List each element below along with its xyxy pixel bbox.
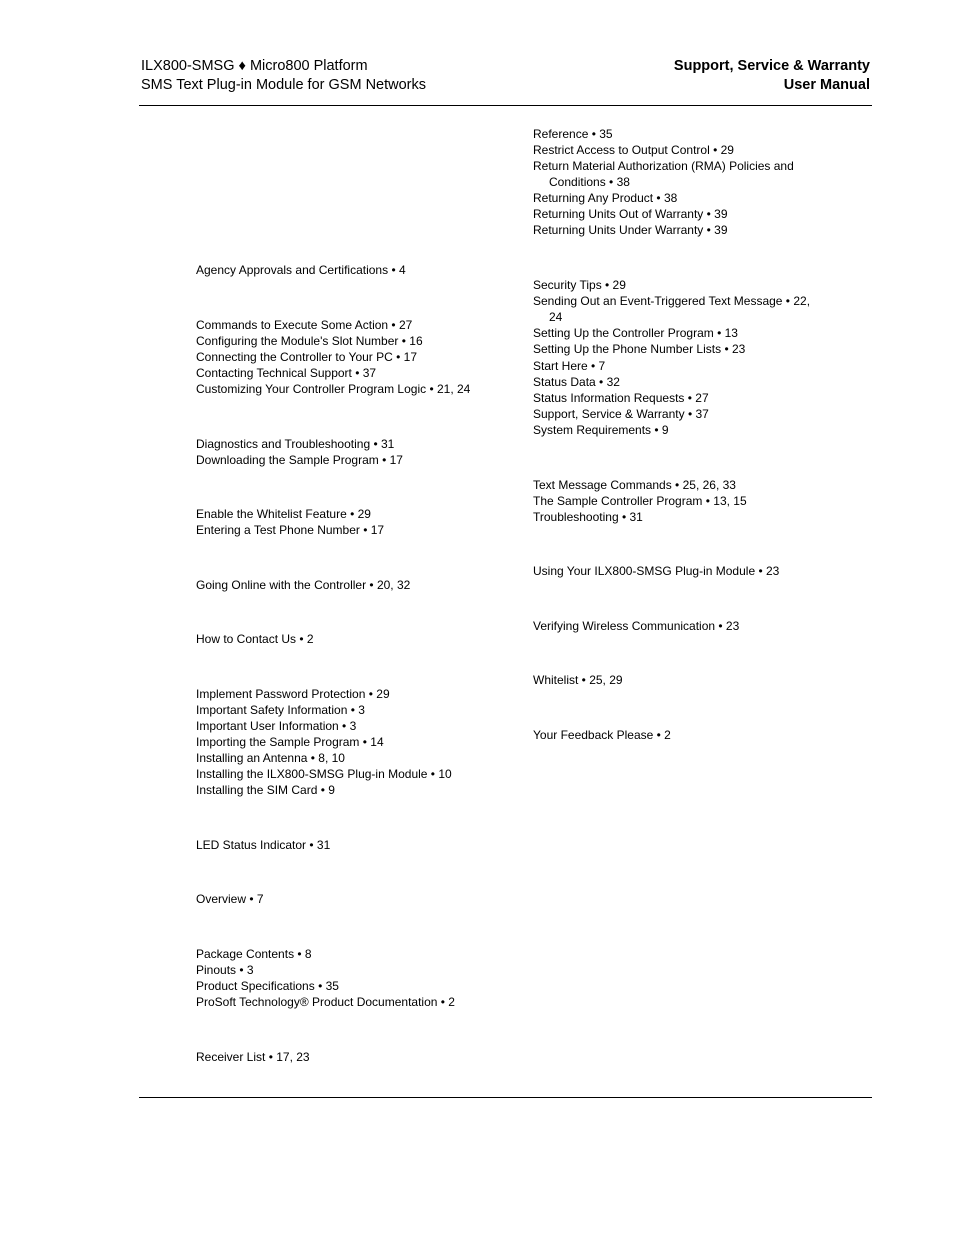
index-entry-text: Troubleshooting • 31	[533, 510, 643, 524]
index-entry	[533, 509, 643, 525]
header-right	[674, 57, 870, 95]
index-entry	[196, 349, 417, 365]
index-entry-text: Support, Service & Warranty • 37	[533, 407, 709, 421]
index-entry-text: Using Your ILX800-SMSG Plug-in Module • 23	[533, 564, 780, 578]
index-entry-text: Configuring the Module's Slot Number • 16	[196, 334, 423, 348]
index-entry-text: Setting Up the Controller Program • 13	[533, 326, 738, 340]
index-entry	[196, 686, 390, 702]
index-entry-text: System Requirements • 9	[533, 423, 669, 437]
index-entry	[533, 293, 810, 325]
index-entry-continuation: Conditions • 38	[549, 175, 630, 189]
product-title: ILX800-SMSG ♦ Micro800 Platform	[141, 58, 368, 74]
index-entry	[533, 618, 739, 634]
index-entry-text: LED Status Indicator • 31	[196, 838, 331, 852]
index-entry-text: Commands to Execute Some Action • 27	[196, 318, 413, 332]
index-entry-text: Security Tips • 29	[533, 278, 626, 292]
index-entry-text: Contacting Technical Support • 37	[196, 366, 377, 380]
index-entry	[196, 333, 423, 349]
index-entry	[533, 390, 709, 406]
index-entry-text: Setting Up the Phone Number Lists • 23	[533, 342, 746, 356]
index-entry	[196, 718, 356, 734]
index-entry-text: Reference • 35	[533, 127, 613, 141]
index-entry	[533, 358, 605, 374]
index-entry	[196, 452, 403, 468]
index-entry	[196, 436, 394, 452]
index-entry	[533, 325, 738, 341]
index-entry-text: Receiver List • 17, 23	[196, 1050, 310, 1064]
index-entry-text: Enable the Whitelist Feature • 29	[196, 507, 371, 521]
index-entry	[196, 702, 365, 718]
index-entry	[196, 994, 455, 1010]
index-entry-text: Implement Password Protection • 29	[196, 687, 390, 701]
index-entry	[196, 381, 470, 397]
index-entry-text: Whitelist • 25, 29	[533, 673, 623, 687]
index-entry-text: Status Data • 32	[533, 375, 620, 389]
index-entry-text: Going Online with the Controller • 20, 32	[196, 578, 411, 592]
index-entry	[533, 374, 620, 390]
index-entry	[533, 190, 677, 206]
index-entry-text: Verifying Wireless Communication • 23	[533, 619, 740, 633]
index-entry	[196, 577, 410, 593]
index-entry-text: Installing the ILX800-SMSG Plug-in Module • 10	[196, 767, 452, 781]
index-entry	[533, 422, 669, 438]
header-divider	[139, 105, 872, 106]
index-entry	[196, 891, 264, 907]
index-entry	[196, 750, 345, 766]
index-entry	[533, 277, 626, 293]
index-entry	[533, 158, 794, 190]
index-entry-text: Installing an Antenna • 8, 10	[196, 751, 345, 765]
manual-title: User Manual	[783, 77, 870, 93]
index-entry	[533, 206, 728, 222]
index-entry	[533, 477, 736, 493]
index-entry-text: Importing the Sample Program • 14	[196, 735, 384, 749]
index-entry-text: Product Specifications • 35	[196, 979, 339, 993]
index-entry	[196, 1049, 310, 1065]
index-entry-text: Package Contents • 8	[196, 947, 312, 961]
index-entry-text: Restrict Access to Output Control • 29	[533, 143, 734, 157]
index-entry	[533, 563, 779, 579]
index-entry	[196, 766, 452, 782]
index-entry-text: Text Message Commands • 25, 26, 33	[533, 478, 736, 492]
index-entry	[533, 727, 671, 743]
index-entry-text: Start Here • 7	[533, 359, 606, 373]
index-entry-text: Your Feedback Please • 2	[533, 728, 671, 742]
index-entry-text: Agency Approvals and Certifications • 4	[196, 263, 406, 277]
index-entry	[196, 365, 376, 381]
index-entry-text: Overview • 7	[196, 892, 264, 906]
index-entry	[196, 962, 254, 978]
index-entry-text: Pinouts • 3	[196, 963, 254, 977]
index-entry	[196, 837, 330, 853]
index-entry-text: Returning Any Product • 38	[533, 191, 678, 205]
index-entry	[196, 262, 406, 278]
index-entry	[533, 126, 613, 142]
index-entry	[533, 142, 734, 158]
index-entry-text: Installing the SIM Card • 9	[196, 783, 335, 797]
section-title: Support, Service & Warranty	[673, 58, 870, 74]
index-entry-text: ProSoft Technology® Product Documentation • 2	[196, 995, 455, 1009]
index-entry	[196, 317, 412, 333]
index-entry-text: Returning Units Under Warranty • 39	[533, 223, 728, 237]
index-entry-text: Important User Information • 3	[196, 719, 357, 733]
index-entry	[196, 946, 312, 962]
index-entry	[196, 978, 339, 994]
index-entry	[196, 782, 335, 798]
index-entry	[533, 222, 728, 238]
header-left	[141, 57, 426, 95]
index-entry-text: Customizing Your Controller Program Logic • 21, 24	[196, 382, 471, 396]
index-entry-text: Returning Units Out of Warranty • 39	[533, 207, 728, 221]
index-entry-text: Status Information Requests • 27	[533, 391, 709, 405]
index-entry-text: Entering a Test Phone Number • 17	[196, 523, 385, 537]
index-entry	[196, 522, 384, 538]
index-entry	[533, 341, 745, 357]
index-entry-continuation: 24	[549, 310, 563, 324]
index-entry	[196, 631, 314, 647]
index-entry	[533, 672, 623, 688]
footer-divider	[139, 1097, 872, 1098]
index-entry	[533, 406, 709, 422]
index-entry-text: Connecting the Controller to Your PC • 17	[196, 350, 418, 364]
index-entry	[533, 493, 747, 509]
index-entry-text: Important Safety Information • 3	[196, 703, 365, 717]
index-entry-text: How to Contact Us • 2	[196, 632, 314, 646]
index-entry-text: Return Material Authorization (RMA) Policies and	[533, 159, 794, 173]
index-entry-text: Downloading the Sample Program • 17	[196, 453, 403, 467]
product-subtitle: SMS Text Plug-in Module for GSM Networks	[141, 77, 426, 93]
index-entry-text: The Sample Controller Program • 13, 15	[533, 494, 747, 508]
index-entry	[196, 734, 384, 750]
index-entry	[196, 506, 371, 522]
index-entry-text: Sending Out an Event-Triggered Text Message • 22,	[533, 294, 811, 308]
index-entry-text: Diagnostics and Troubleshooting • 31	[196, 437, 395, 451]
